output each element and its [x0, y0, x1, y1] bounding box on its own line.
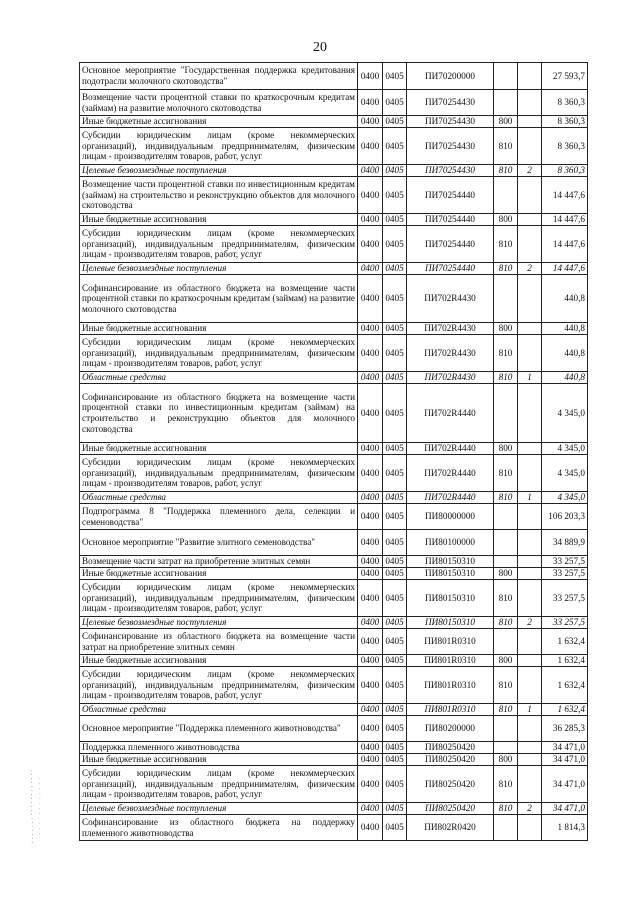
row-target-article: ПИ70254430: [407, 116, 494, 128]
row-expense-type: 800: [494, 116, 518, 128]
row-source: [518, 556, 542, 568]
row-source: 2: [518, 803, 542, 815]
row-expense-type: 810: [494, 766, 518, 803]
row-source: 2: [518, 617, 542, 629]
row-target-article: ПИ702R4440: [407, 492, 494, 504]
row-source: [518, 455, 542, 492]
row-amount: 1 632,4: [542, 655, 588, 667]
row-expense-type: 810: [494, 165, 518, 177]
row-name: Иные бюджетные ассигнования: [80, 116, 358, 128]
table-row: [80, 655, 588, 667]
table-row: [80, 455, 588, 492]
table-row: [80, 165, 588, 177]
row-name: Софинансирование из областного бюджета на возмещение части процентной ставки по инвестиционным кредитам (займам) на строительство и реконструкцию объектов для молочного скотоводства: [80, 384, 358, 443]
table-row: [80, 492, 588, 504]
row-amount: 36 285,3: [542, 716, 588, 742]
row-target-article: ПИ702R4430: [407, 335, 494, 372]
row-expense-type: 810: [494, 667, 518, 704]
row-section: 0400: [358, 815, 383, 841]
row-expense-type: 800: [494, 214, 518, 226]
row-section: 0400: [358, 655, 383, 667]
row-section: 0400: [358, 443, 383, 455]
row-subsection: 0405: [383, 655, 407, 667]
row-name: Иные бюджетные ассигнования: [80, 655, 358, 667]
row-name: Областные средства: [80, 704, 358, 716]
table-row: [80, 90, 588, 116]
row-expense-type: [494, 384, 518, 443]
row-expense-type: 810: [494, 617, 518, 629]
row-section: 0400: [358, 263, 383, 275]
row-subsection: 0405: [383, 742, 407, 754]
row-name: Софинансирование из областного бюджета на поддержку племенного животноводства: [80, 815, 358, 841]
row-amount: 4 345,0: [542, 455, 588, 492]
row-name: Областные средства: [80, 372, 358, 384]
row-source: [518, 384, 542, 443]
row-amount: 4 345,0: [542, 492, 588, 504]
row-source: [518, 63, 542, 90]
table-row: [80, 667, 588, 704]
row-subsection: 0405: [383, 556, 407, 568]
row-source: [518, 766, 542, 803]
row-source: [518, 629, 542, 655]
row-subsection: 0405: [383, 754, 407, 766]
row-subsection: 0405: [383, 90, 407, 116]
row-amount: 106 203,3: [542, 504, 588, 530]
table-row: [80, 617, 588, 629]
row-subsection: 0405: [383, 580, 407, 617]
row-target-article: ПИ70254430: [407, 128, 494, 165]
row-target-article: ПИ80150310: [407, 568, 494, 580]
row-subsection: 0405: [383, 128, 407, 165]
row-name: Субсидии юридическим лицам (кроме некоммерческих организаций), индивидуальным предпринимателям, физическим лицам - производителям товаров, работ, услуг: [80, 226, 358, 263]
row-expense-type: 810: [494, 580, 518, 617]
row-subsection: 0405: [383, 629, 407, 655]
row-expense-type: 810: [494, 335, 518, 372]
row-target-article: ПИ80200000: [407, 716, 494, 742]
table-body: [80, 63, 588, 841]
row-amount: 1 632,4: [542, 704, 588, 716]
row-amount: 1 632,4: [542, 629, 588, 655]
row-name: Субсидии юридическим лицам (кроме некоммерческих организаций), индивидуальным предпринимателям, физическим лицам - производителям товаров, работ, услуг: [80, 667, 358, 704]
row-section: 0400: [358, 384, 383, 443]
row-section: 0400: [358, 372, 383, 384]
row-section: 0400: [358, 323, 383, 335]
table-row: [80, 704, 588, 716]
row-source: [518, 214, 542, 226]
row-section: 0400: [358, 742, 383, 754]
row-amount: 33 257,5: [542, 568, 588, 580]
row-target-article: ПИ80250420: [407, 742, 494, 754]
row-amount: 8 360,3: [542, 128, 588, 165]
row-source: [518, 443, 542, 455]
row-target-article: ПИ702R4430: [407, 372, 494, 384]
row-source: [518, 504, 542, 530]
row-source: [518, 335, 542, 372]
row-section: 0400: [358, 504, 383, 530]
row-name: Возмещение части процентной ставки по инвестиционным кредитам (займам) на строительство и реконструкцию объектов для молочного скотоводства: [80, 177, 358, 214]
row-amount: 14 447,6: [542, 214, 588, 226]
row-name: Субсидии юридическим лицам (кроме некоммерческих организаций), индивидуальным предпринимателям, физическим лицам - производителям товаров, работ, услуг: [80, 455, 358, 492]
row-name: Иные бюджетные ассигнования: [80, 754, 358, 766]
table-row: [80, 443, 588, 455]
margin-scribble: [28, 768, 46, 848]
row-amount: 440,8: [542, 275, 588, 323]
row-name: Возмещение части затрат на приобретение элитных семян: [80, 556, 358, 568]
row-source: [518, 754, 542, 766]
row-expense-type: 810: [494, 226, 518, 263]
row-subsection: 0405: [383, 716, 407, 742]
row-source: 1: [518, 704, 542, 716]
row-target-article: ПИ801R0310: [407, 655, 494, 667]
row-expense-type: 810: [494, 803, 518, 815]
row-expense-type: [494, 63, 518, 90]
row-subsection: 0405: [383, 492, 407, 504]
row-target-article: ПИ80150310: [407, 580, 494, 617]
row-target-article: ПИ702R4430: [407, 275, 494, 323]
row-subsection: 0405: [383, 335, 407, 372]
table-row: [80, 803, 588, 815]
row-expense-type: 800: [494, 443, 518, 455]
row-target-article: ПИ70254440: [407, 177, 494, 214]
row-subsection: 0405: [383, 504, 407, 530]
row-name: Субсидии юридическим лицам (кроме некоммерческих организаций), индивидуальным предпринимателям, физическим лицам - производителям товаров, работ, услуг: [80, 766, 358, 803]
row-target-article: ПИ801R0310: [407, 667, 494, 704]
row-expense-type: 800: [494, 568, 518, 580]
row-source: [518, 275, 542, 323]
row-source: 2: [518, 165, 542, 177]
row-section: 0400: [358, 704, 383, 716]
row-amount: 8 360,3: [542, 90, 588, 116]
row-source: [518, 530, 542, 556]
row-subsection: 0405: [383, 372, 407, 384]
row-subsection: 0405: [383, 226, 407, 263]
row-target-article: ПИ70254430: [407, 90, 494, 116]
row-source: [518, 742, 542, 754]
row-section: 0400: [358, 629, 383, 655]
row-section: 0400: [358, 226, 383, 263]
row-subsection: 0405: [383, 530, 407, 556]
row-source: [518, 667, 542, 704]
row-section: 0400: [358, 335, 383, 372]
row-section: 0400: [358, 580, 383, 617]
table-row: [80, 754, 588, 766]
row-amount: 34 471,0: [542, 766, 588, 803]
row-expense-type: [494, 530, 518, 556]
table-row: [80, 63, 588, 90]
row-section: 0400: [358, 455, 383, 492]
row-target-article: ПИ702R4440: [407, 455, 494, 492]
row-source: [518, 90, 542, 116]
row-name: Иные бюджетные ассигнования: [80, 443, 358, 455]
row-section: 0400: [358, 568, 383, 580]
row-target-article: ПИ702R4430: [407, 323, 494, 335]
row-name: Целевые безвозмездные поступления: [80, 165, 358, 177]
row-subsection: 0405: [383, 443, 407, 455]
row-source: [518, 177, 542, 214]
table-row: [80, 128, 588, 165]
row-target-article: ПИ80150310: [407, 556, 494, 568]
row-amount: 14 447,6: [542, 226, 588, 263]
row-section: 0400: [358, 63, 383, 90]
row-name: Иные бюджетные ассигнования: [80, 323, 358, 335]
row-section: 0400: [358, 214, 383, 226]
table-row: [80, 263, 588, 275]
row-name: Субсидии юридическим лицам (кроме некоммерческих организаций), индивидуальным предпринимателям, физическим лицам - производителям товаров, работ, услуг: [80, 335, 358, 372]
row-name: Поддержка племенного животноводства: [80, 742, 358, 754]
row-expense-type: 810: [494, 492, 518, 504]
row-name: Целевые безвозмездные поступления: [80, 263, 358, 275]
row-section: 0400: [358, 128, 383, 165]
row-target-article: ПИ70254440: [407, 214, 494, 226]
table-row: [80, 716, 588, 742]
table-row: [80, 226, 588, 263]
table-row: [80, 556, 588, 568]
row-amount: 440,8: [542, 323, 588, 335]
row-amount: 33 257,5: [542, 580, 588, 617]
row-amount: 33 257,5: [542, 556, 588, 568]
row-name: Основное мероприятие "Государственная поддержка кредитования подотрасли молочного скотоводства": [80, 63, 358, 90]
row-target-article: ПИ801R0310: [407, 704, 494, 716]
row-target-article: ПИ80100000: [407, 530, 494, 556]
row-target-article: ПИ70254440: [407, 226, 494, 263]
row-expense-type: [494, 815, 518, 841]
table-row: [80, 275, 588, 323]
row-source: 1: [518, 492, 542, 504]
table-row: [80, 372, 588, 384]
row-expense-type: 810: [494, 455, 518, 492]
row-source: [518, 716, 542, 742]
table-row: [80, 530, 588, 556]
row-section: 0400: [358, 275, 383, 323]
row-target-article: ПИ80250420: [407, 803, 494, 815]
row-source: [518, 815, 542, 841]
row-expense-type: [494, 90, 518, 116]
row-amount: 27 593,7: [542, 63, 588, 90]
row-name: Субсидии юридическим лицам (кроме некоммерческих организаций), индивидуальным предпринимателям, физическим лицам - производителям товаров, работ, услуг: [80, 580, 358, 617]
row-amount: 34 889,9: [542, 530, 588, 556]
table-row: [80, 504, 588, 530]
row-expense-type: 810: [494, 263, 518, 275]
row-section: 0400: [358, 492, 383, 504]
row-source: 2: [518, 263, 542, 275]
row-expense-type: 800: [494, 655, 518, 667]
row-subsection: 0405: [383, 803, 407, 815]
table-row: [80, 629, 588, 655]
row-subsection: 0405: [383, 617, 407, 629]
row-name: Софинансирование из областного бюджета на возмещение части процентной ставки по краткосрочным кредитам (займам) на развитие молочного скотоводства: [80, 275, 358, 323]
row-amount: 34 471,0: [542, 803, 588, 815]
row-name: Субсидии юридическим лицам (кроме некоммерческих организаций), индивидуальным предпринимателям, физическим лицам - производителям товаров, работ, услуг: [80, 128, 358, 165]
row-subsection: 0405: [383, 63, 407, 90]
row-expense-type: 800: [494, 323, 518, 335]
row-section: 0400: [358, 116, 383, 128]
row-amount: 4 345,0: [542, 443, 588, 455]
row-expense-type: 800: [494, 754, 518, 766]
row-source: [518, 655, 542, 667]
row-amount: 1 814,3: [542, 815, 588, 841]
table-row: [80, 335, 588, 372]
row-expense-type: 810: [494, 128, 518, 165]
row-source: [518, 128, 542, 165]
row-target-article: ПИ70200000: [407, 63, 494, 90]
row-amount: 34 471,0: [542, 742, 588, 754]
row-name: Возмещение части процентной ставки по краткосрочным кредитам (займам) на развитие молочного скотоводства: [80, 90, 358, 116]
table-row: [80, 116, 588, 128]
row-subsection: 0405: [383, 815, 407, 841]
row-amount: 8 360,3: [542, 165, 588, 177]
row-target-article: ПИ80150310: [407, 617, 494, 629]
row-amount: 33 257,5: [542, 617, 588, 629]
row-name: Иные бюджетные ассигнования: [80, 568, 358, 580]
row-target-article: ПИ702R4440: [407, 384, 494, 443]
row-subsection: 0405: [383, 214, 407, 226]
row-section: 0400: [358, 766, 383, 803]
row-source: [518, 580, 542, 617]
table-row: [80, 742, 588, 754]
row-subsection: 0405: [383, 323, 407, 335]
table-row: [80, 214, 588, 226]
row-section: 0400: [358, 177, 383, 214]
budget-table: [79, 62, 588, 841]
row-subsection: 0405: [383, 275, 407, 323]
table-row: [80, 384, 588, 443]
row-target-article: ПИ70254430: [407, 165, 494, 177]
row-source: [518, 568, 542, 580]
row-source: [518, 116, 542, 128]
page-number: 20: [313, 40, 327, 55]
row-section: 0400: [358, 165, 383, 177]
row-subsection: 0405: [383, 177, 407, 214]
table-row: [80, 568, 588, 580]
row-expense-type: [494, 629, 518, 655]
table-row: [80, 580, 588, 617]
row-target-article: ПИ801R0310: [407, 629, 494, 655]
table-row: [80, 815, 588, 841]
row-name: Целевые безвозмездные поступления: [80, 617, 358, 629]
row-expense-type: 810: [494, 704, 518, 716]
row-subsection: 0405: [383, 263, 407, 275]
row-amount: 34 471,0: [542, 754, 588, 766]
row-section: 0400: [358, 617, 383, 629]
row-target-article: ПИ80250420: [407, 754, 494, 766]
row-name: Иные бюджетные ассигнования: [80, 214, 358, 226]
row-amount: 440,8: [542, 372, 588, 384]
row-subsection: 0405: [383, 704, 407, 716]
row-source: [518, 323, 542, 335]
row-expense-type: [494, 275, 518, 323]
row-amount: 8 360,3: [542, 116, 588, 128]
row-name: Областные средства: [80, 492, 358, 504]
table-row: [80, 177, 588, 214]
row-amount: 4 345,0: [542, 384, 588, 443]
row-amount: 440,8: [542, 335, 588, 372]
row-name: Целевые безвозмездные поступления: [80, 803, 358, 815]
row-subsection: 0405: [383, 116, 407, 128]
row-section: 0400: [358, 667, 383, 704]
row-target-article: ПИ80250420: [407, 766, 494, 803]
row-subsection: 0405: [383, 667, 407, 704]
row-subsection: 0405: [383, 384, 407, 443]
row-subsection: 0405: [383, 165, 407, 177]
row-subsection: 0405: [383, 766, 407, 803]
row-expense-type: [494, 742, 518, 754]
row-expense-type: [494, 177, 518, 214]
row-target-article: ПИ80000000: [407, 504, 494, 530]
row-subsection: 0405: [383, 455, 407, 492]
row-target-article: ПИ702R4440: [407, 443, 494, 455]
row-target-article: ПИ70254440: [407, 263, 494, 275]
row-section: 0400: [358, 803, 383, 815]
row-amount: 14 447,6: [542, 263, 588, 275]
row-expense-type: 810: [494, 372, 518, 384]
row-name: Основное мероприятие "Развитие элитного семеноводства": [80, 530, 358, 556]
row-subsection: 0405: [383, 568, 407, 580]
row-name: Подпрограмма 8 "Поддержка племенного дела, селекции и семеноводства": [80, 504, 358, 530]
table-row: [80, 766, 588, 803]
row-amount: 1 632,4: [542, 667, 588, 704]
table-row: [80, 323, 588, 335]
row-amount: 14 447,6: [542, 177, 588, 214]
row-expense-type: [494, 504, 518, 530]
row-name: Софинансирование из областного бюджета на возмещение части затрат на приобретение элитных семян: [80, 629, 358, 655]
row-section: 0400: [358, 754, 383, 766]
row-expense-type: [494, 716, 518, 742]
row-name: Основное мероприятие "Поддержка племенного животноводства": [80, 716, 358, 742]
row-section: 0400: [358, 716, 383, 742]
row-source: [518, 226, 542, 263]
row-expense-type: [494, 556, 518, 568]
row-section: 0400: [358, 90, 383, 116]
row-source: 1: [518, 372, 542, 384]
row-target-article: ПИ802R0420: [407, 815, 494, 841]
row-section: 0400: [358, 530, 383, 556]
row-section: 0400: [358, 556, 383, 568]
